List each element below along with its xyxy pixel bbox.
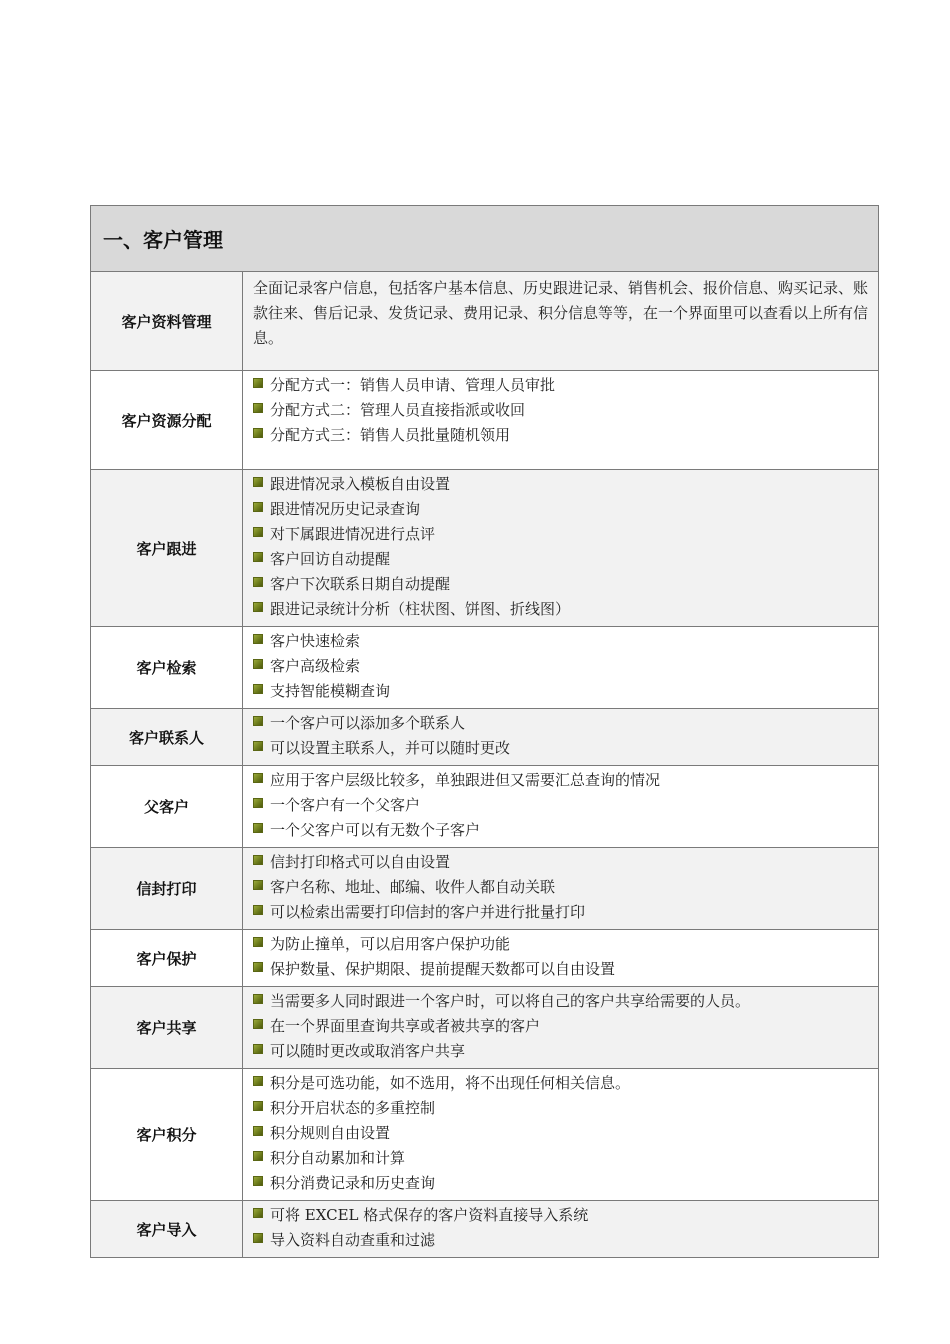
row-content [243, 1201, 879, 1258]
row-label: 客户资源分配 [91, 371, 243, 470]
list-item [253, 875, 870, 900]
list-item [253, 900, 870, 925]
list-item [253, 736, 870, 761]
list-item-text: 当需要多人同时跟进一个客户时，可以将自己的客户共享给需要的人员。 [270, 992, 751, 1010]
feature-list [253, 373, 870, 448]
list-item [253, 989, 870, 1014]
list-item-text: 一个客户可以添加多个联系人 [270, 714, 466, 732]
list-item [253, 818, 870, 843]
list-item [253, 1146, 870, 1171]
table-row [91, 1201, 879, 1258]
square-bullet-icon [253, 1019, 263, 1029]
feature-list [253, 1203, 870, 1253]
list-item [253, 957, 870, 982]
feature-list [253, 768, 870, 843]
row-content [243, 987, 879, 1069]
table-row [91, 930, 879, 987]
square-bullet-icon [253, 1101, 263, 1111]
list-item [253, 522, 870, 547]
list-item-text: 积分规则自由设置 [270, 1124, 391, 1142]
list-item [253, 547, 870, 572]
list-item [253, 768, 870, 793]
list-item [253, 472, 870, 497]
list-item [253, 1096, 870, 1121]
row-label: 客户联系人 [91, 709, 243, 766]
list-item [253, 629, 870, 654]
row-label: 客户积分 [91, 1069, 243, 1201]
list-item-text: 保护数量、保护期限、提前提醒天数都可以自由设置 [270, 960, 616, 978]
row-content [243, 766, 879, 848]
square-bullet-icon [253, 1233, 263, 1243]
row-label: 父客户 [91, 766, 243, 848]
square-bullet-icon [253, 994, 263, 1004]
list-item-text: 分配方式三：销售人员批量随机领用 [270, 426, 511, 444]
square-bullet-icon [253, 552, 263, 562]
table-row [91, 987, 879, 1069]
list-item-text: 分配方式一：销售人员申请、管理人员审批 [270, 376, 556, 394]
list-item-text: 在一个界面里查询共享或者被共享的客户 [270, 1017, 541, 1035]
list-item-text: 可以随时更改或取消客户共享 [270, 1042, 466, 1060]
row-label: 客户跟进 [91, 470, 243, 627]
section-header-row [91, 206, 879, 272]
feature-list [253, 629, 870, 704]
table-body [91, 206, 879, 1258]
square-bullet-icon [253, 527, 263, 537]
row-label: 客户保护 [91, 930, 243, 987]
square-bullet-icon [253, 378, 263, 388]
list-item [253, 373, 870, 398]
list-item [253, 1171, 870, 1196]
list-item-text: 可以检索出需要打印信封的客户并进行批量打印 [270, 903, 586, 921]
square-bullet-icon [253, 962, 263, 972]
list-item-text: 客户快速检索 [270, 632, 361, 650]
row-content [243, 627, 879, 709]
row-label: 客户导入 [91, 1201, 243, 1258]
table-row [91, 709, 879, 766]
list-item [253, 572, 870, 597]
list-item-text: 可将 EXCEL 格式保存的客户资料直接导入系统 [270, 1206, 589, 1224]
feature-list [253, 1071, 870, 1196]
square-bullet-icon [253, 1076, 263, 1086]
list-item-text: 跟进情况录入模板自由设置 [270, 475, 451, 493]
row-content [243, 371, 879, 470]
square-bullet-icon [253, 741, 263, 751]
list-item-text: 积分消费记录和历史查询 [270, 1174, 436, 1192]
square-bullet-icon [253, 823, 263, 833]
square-bullet-icon [253, 1126, 263, 1136]
list-item-text: 客户名称、地址、邮编、收件人都自动关联 [270, 878, 556, 896]
row-content [243, 848, 879, 930]
list-item-text: 可以设置主联系人，并可以随时更改 [270, 739, 511, 757]
list-item-text: 信封打印格式可以自由设置 [270, 853, 451, 871]
feature-list [253, 850, 870, 925]
feature-list [253, 472, 870, 622]
row-content [243, 470, 879, 627]
square-bullet-icon [253, 428, 263, 438]
list-item-text: 跟进情况历史记录查询 [270, 500, 421, 518]
list-item [253, 1014, 870, 1039]
list-item [253, 654, 870, 679]
square-bullet-icon [253, 855, 263, 865]
list-item-text: 为防止撞单，可以启用客户保护功能 [270, 935, 511, 953]
list-item-text: 积分开启状态的多重控制 [270, 1099, 436, 1117]
list-item [253, 932, 870, 957]
feature-list [253, 932, 870, 982]
square-bullet-icon [253, 477, 263, 487]
square-bullet-icon [253, 577, 263, 587]
row-content [243, 930, 879, 987]
square-bullet-icon [253, 659, 263, 669]
square-bullet-icon [253, 602, 263, 612]
table-row [91, 1069, 879, 1201]
row-content [243, 1069, 879, 1201]
square-bullet-icon [253, 937, 263, 947]
list-item [253, 711, 870, 736]
square-bullet-icon [253, 502, 263, 512]
list-item-text: 一个父客户可以有无数个子客户 [270, 821, 481, 839]
square-bullet-icon [253, 1044, 263, 1054]
list-item [253, 793, 870, 818]
row-label: 信封打印 [91, 848, 243, 930]
row-label: 客户共享 [91, 987, 243, 1069]
table-row [91, 627, 879, 709]
list-item-text: 跟进记录统计分析（柱状图、饼图、折线图） [270, 600, 571, 618]
list-item [253, 597, 870, 622]
row-label: 客户资料管理 [91, 272, 243, 371]
list-item [253, 1203, 870, 1228]
feature-list [253, 711, 870, 761]
square-bullet-icon [253, 1208, 263, 1218]
square-bullet-icon [253, 684, 263, 694]
list-item-text: 分配方式二：管理人员直接指派或收回 [270, 401, 526, 419]
row-content [243, 709, 879, 766]
list-item-text: 客户回访自动提醒 [270, 550, 391, 568]
list-item [253, 1039, 870, 1064]
table-row [91, 272, 879, 371]
table-row [91, 371, 879, 470]
list-item-text: 支持智能模糊查询 [270, 682, 391, 700]
list-item [253, 423, 870, 448]
square-bullet-icon [253, 716, 263, 726]
list-item [253, 1228, 870, 1253]
square-bullet-icon [253, 1151, 263, 1161]
list-item [253, 398, 870, 423]
row-content [243, 272, 879, 371]
square-bullet-icon [253, 1176, 263, 1186]
table-row [91, 470, 879, 627]
list-item [253, 1121, 870, 1146]
feature-table [90, 205, 879, 1258]
list-item-text: 对下属跟进情况进行点评 [270, 525, 436, 543]
section-title: 一、客户管理 [91, 206, 879, 272]
description-text: 全面记录客户信息，包括客户基本信息、历史跟进记录、销售机会、报价信息、购买记录、账款往来、售后记录、发货记录、费用记录、积分信息等等，在一个界面里可以查看以上所有信息。 [253, 279, 869, 347]
square-bullet-icon [253, 634, 263, 644]
square-bullet-icon [253, 798, 263, 808]
table-row [91, 766, 879, 848]
list-item-text: 客户高级检索 [270, 657, 361, 675]
square-bullet-icon [253, 905, 263, 915]
row-label: 客户检索 [91, 627, 243, 709]
list-item [253, 1071, 870, 1096]
list-item-text: 一个客户有一个父客户 [270, 796, 421, 814]
square-bullet-icon [253, 403, 263, 413]
list-item-text: 积分自动累加和计算 [270, 1149, 406, 1167]
square-bullet-icon [253, 880, 263, 890]
list-item-text: 导入资料自动查重和过滤 [270, 1231, 436, 1249]
square-bullet-icon [253, 773, 263, 783]
table-row [91, 848, 879, 930]
list-item [253, 679, 870, 704]
feature-list [253, 989, 870, 1064]
list-item [253, 497, 870, 522]
list-item [253, 850, 870, 875]
list-item-text: 应用于客户层级比较多，单独跟进但又需要汇总查询的情况 [270, 771, 661, 789]
list-item-text: 客户下次联系日期自动提醒 [270, 575, 451, 593]
list-item-text: 积分是可选功能，如不选用，将不出现任何相关信息。 [270, 1074, 631, 1092]
